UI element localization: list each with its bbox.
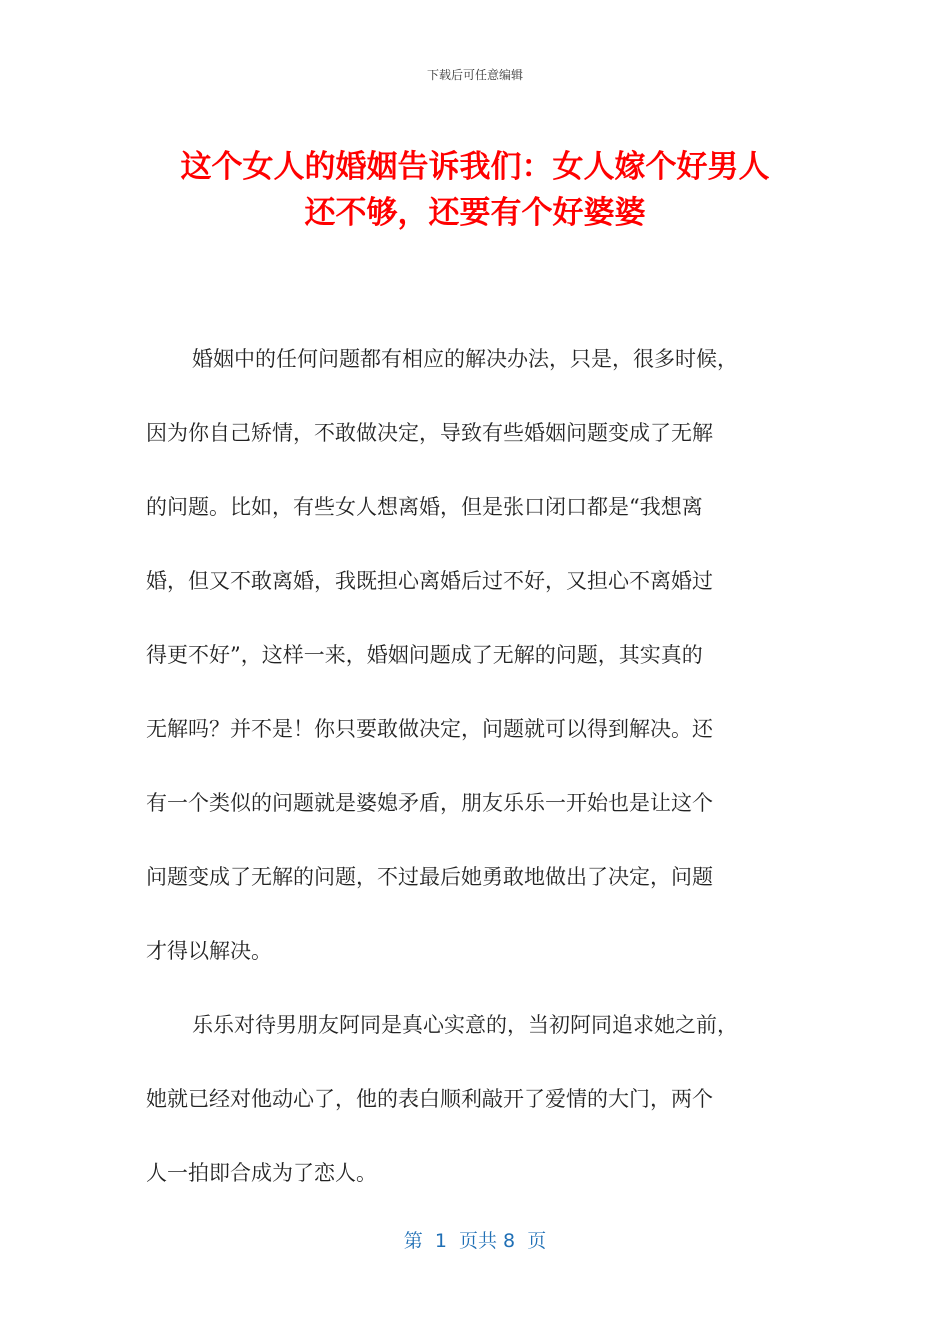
text-line: 婚姻中的任何问题都有相应的解决办法，只是，很多时候，: [192, 347, 738, 371]
text-line: 婚，但又不敢离婚，我既担心离婚后过不好，又担心不离婚过: [146, 569, 713, 593]
text-line: 才得以解决。: [146, 939, 272, 963]
document-body: [146, 322, 798, 1210]
paragraph-2: [146, 988, 798, 1210]
text-line: 因为你自己矫情，不敢做决定，导致有些婚姻问题变成了无解: [146, 421, 713, 445]
text-line: 的问题。比如，有些女人想离婚，但是张口闭口都是“我想离: [146, 495, 703, 519]
title-line-1: 这个女人的婚姻告诉我们：女人嫁个好男人: [180, 149, 770, 185]
text-line: 人一拍即合成为了恋人。: [146, 1161, 377, 1185]
title-line-2: 还不够，还要有个好婆婆: [304, 195, 646, 231]
text-line: 她就已经对他动心了，他的表白顺利敲开了爱情的大门，两个: [146, 1087, 713, 1111]
document-title: [140, 144, 810, 236]
text-line: 乐乐对待男朋友阿同是真心实意的，当初阿同追求她之前，: [192, 1013, 738, 1037]
page-footer: 第 1 页共 8 页: [403, 1230, 547, 1252]
header-note: 下载后可任意编辑: [426, 68, 523, 82]
text-line: 无解吗？并不是！你只要敢做决定，问题就可以得到解决。还: [146, 717, 713, 741]
text-line: 有一个类似的问题就是婆媳矛盾，朋友乐乐一开始也是让这个: [146, 791, 713, 815]
paragraph-1: [146, 322, 798, 988]
text-line: 得更不好”，这样一来，婚姻问题成了无解的问题，其实真的: [146, 643, 703, 667]
text-line: 问题变成了无解的问题，不过最后她勇敢地做出了决定，问题: [146, 865, 713, 889]
